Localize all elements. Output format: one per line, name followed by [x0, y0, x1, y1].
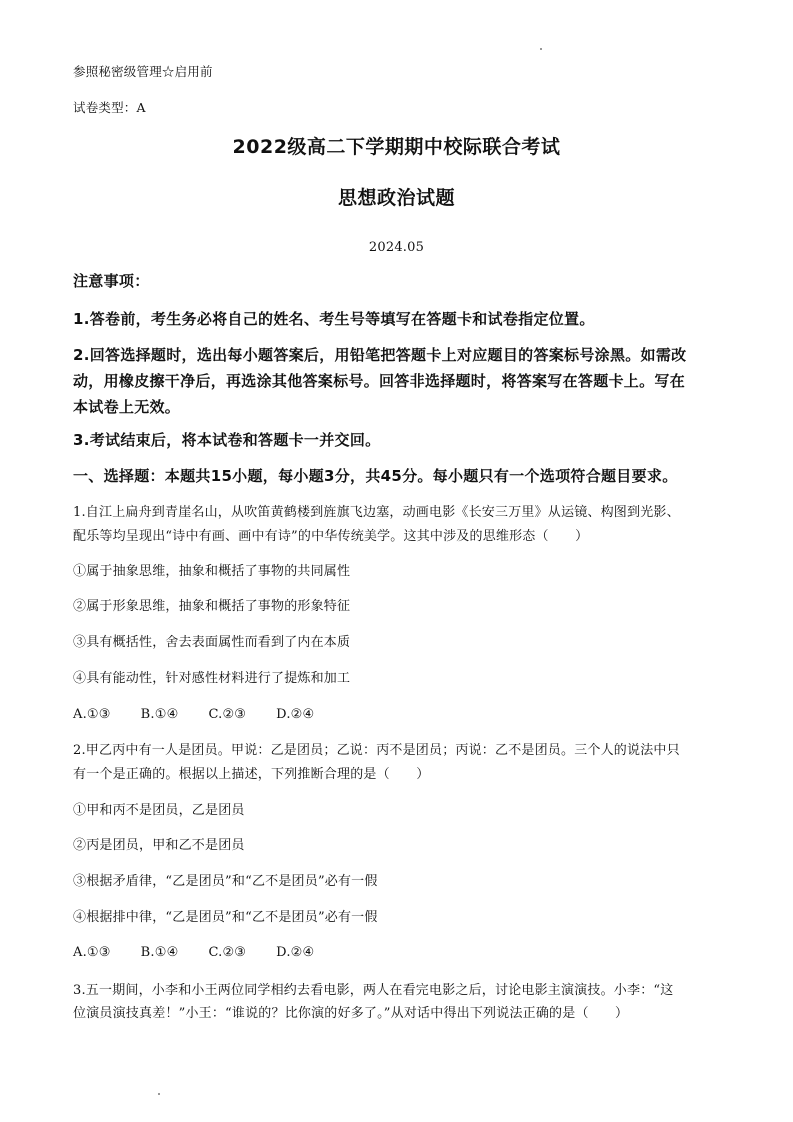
q1-options: [73, 706, 344, 724]
q1-option-b: B.①④: [140, 707, 179, 722]
notice-item-3: 3.考试结束后，将本试卷和答题卡一并交回。: [73, 431, 381, 449]
scan-dot: [158, 1093, 160, 1095]
q2-option-d: D.②④: [276, 945, 315, 960]
q2-statement-4: ④根据排中律，“乙是团员”和“乙不是团员”必有一假: [73, 910, 378, 925]
q1-statement-1: ①属于抽象思维，抽象和概括了事物的共同属性: [73, 564, 351, 579]
notice-heading: 注意事项：: [73, 272, 150, 290]
section-heading: 一、选择题：本题共15小题，每小题3分，共45分。每小题只有一个选项符合题目要求。: [73, 467, 678, 485]
q2-statement-1: ①甲和丙不是团员，乙是团员: [73, 803, 245, 818]
subject-title: 思想政治试题: [337, 187, 455, 209]
notice-item-2-line-3: 本试卷上无效。: [73, 398, 181, 416]
q1-option-d: D.②④: [276, 707, 315, 722]
secret-level: 参照秘密级管理☆启用前: [73, 64, 213, 79]
q1-stem-line-2: 配乐等均呈现出“诗中有画、画中有诗”的中华传统美学。这其中涉及的思维形态（ ）: [73, 529, 589, 544]
scan-dot: [540, 48, 542, 50]
notice-item-2-line-1: 2.回答选择题时，选出每小题答案后，用铅笔把答题卡上对应题目的答案标号涂黑。如需改: [73, 346, 687, 364]
q1-stem-line-1: 1.自江上扁舟到青崖名山，从吹笛黄鹤楼到旌旗飞边塞，动画电影《长安三万里》从运镜、构图到光影、: [73, 505, 680, 520]
exam-title: 2022级高二下学期期中校际联合考试: [232, 136, 561, 158]
q1-option-c: C.②③: [208, 707, 247, 722]
q1-statement-4: ④具有能动性，针对感性材料进行了提炼和加工: [73, 671, 351, 686]
exam-date: 2024.05: [368, 240, 425, 255]
q2-stem-line-2: 有一个是正确的。根据以上描述，下列推断合理的是（ ）: [73, 767, 430, 782]
q1-statement-3: ③具有概括性，舍去表面属性而看到了内在本质: [73, 635, 351, 650]
q2-option-b: B.①④: [140, 945, 179, 960]
q1-statement-2: ②属于形象思维，抽象和概括了事物的形象特征: [73, 599, 351, 614]
q3-stem-line-2: 位演员演技真差！”小王：“谁说的？比你演的好多了。”从对话中得出下列说法正确的是（ ）: [73, 1006, 629, 1021]
q2-options: [73, 944, 344, 962]
q2-option-a: A.①③: [73, 945, 111, 960]
q1-option-a: A.①③: [73, 707, 111, 722]
q2-statement-3: ③根据矛盾律，“乙是团员”和“乙不是团员”必有一假: [73, 874, 378, 889]
q3-stem-line-1: 3.五一期间，小李和小王两位同学相约去看电影，两人在看完电影之后，讨论电影主演演技。小李：“这: [73, 983, 674, 998]
q2-stem-line-1: 2.甲乙丙中有一人是团员。甲说：乙是团员；乙说：丙不是团员；丙说：乙不是团员。三个人的说法中只: [73, 743, 680, 758]
q2-statement-2: ②丙是团员，甲和乙不是团员: [73, 838, 245, 853]
paper-type: 试卷类型：A: [73, 100, 146, 115]
q2-option-c: C.②③: [208, 945, 247, 960]
notice-item-1: 1.答卷前，考生务必将自己的姓名、考生号等填写在答题卡和试卷指定位置。: [73, 310, 595, 328]
notice-item-2-line-2: 动，用橡皮擦干净后，再选涂其他答案标号。回答非选择题时，将答案写在答题卡上。写在: [73, 372, 686, 390]
